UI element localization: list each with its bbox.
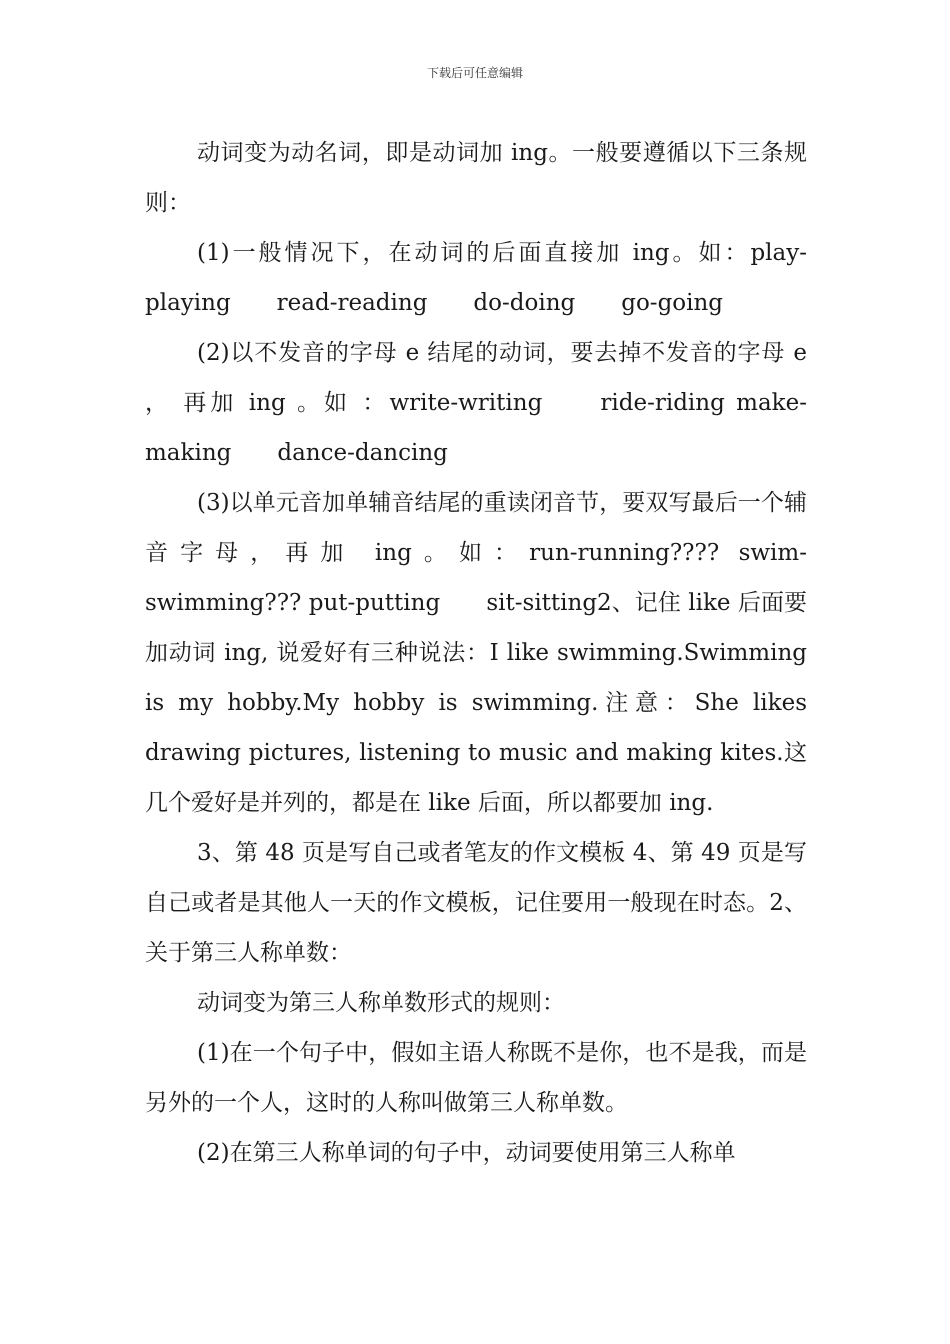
paragraph-third-person-rule-1: (1)在一个句子中，假如主语人称既不是你，也不是我，而是另外的一个人，这时的人称叫做第三人称单数。 bbox=[145, 1040, 807, 1116]
paragraph-third-person-rule-2: (2)在第三人称单词的句子中，动词要使用第三人称单 bbox=[197, 1140, 736, 1166]
paragraph-rule-2: (2)以不发音的字母 e 结尾的动词，要去掉不发音的字母 e ， 再加 ing 。如 ：write-writing ride-riding make-making dance-dancing bbox=[145, 340, 807, 466]
paragraph-templates: 3、第 48 页是写自己或者笔友的作文模板 4、第 49 页是写自己或者是其他人一天的作文模板，记住要用一般现在时态。2、关于第三人称单数： bbox=[145, 840, 807, 966]
paragraph-rule-1: (1)一般情况下，在动词的后面直接加 ing。如：play-playing read-reading do-doing go-going bbox=[145, 240, 807, 316]
paragraph-rule-3: (3)以单元音加单辅音结尾的重读闭音节，要双写最后一个辅音字母，再加 ing。如：run-running???? swim-swimming??? put-putting sit-sitting2、记住 like 后面要加动词 ing, 说爱好有三种说法：I like swimming.Swimming is my hobby.My hobby is swimming.注意：She likes drawing pictures, listening to music and making kites.这几个爱好是并列的，都是在 like 后面，所以都要加 ing. bbox=[145, 490, 807, 816]
paragraph-intro: 动词变为动名词，即是动词加 ing。一般要遵循以下三条规则： bbox=[145, 140, 807, 216]
paragraph-third-person-heading: 动词变为第三人称单数形式的规则： bbox=[197, 990, 565, 1016]
document-body bbox=[145, 128, 807, 1178]
page-header: 下载后可任意编辑 bbox=[426, 66, 523, 80]
